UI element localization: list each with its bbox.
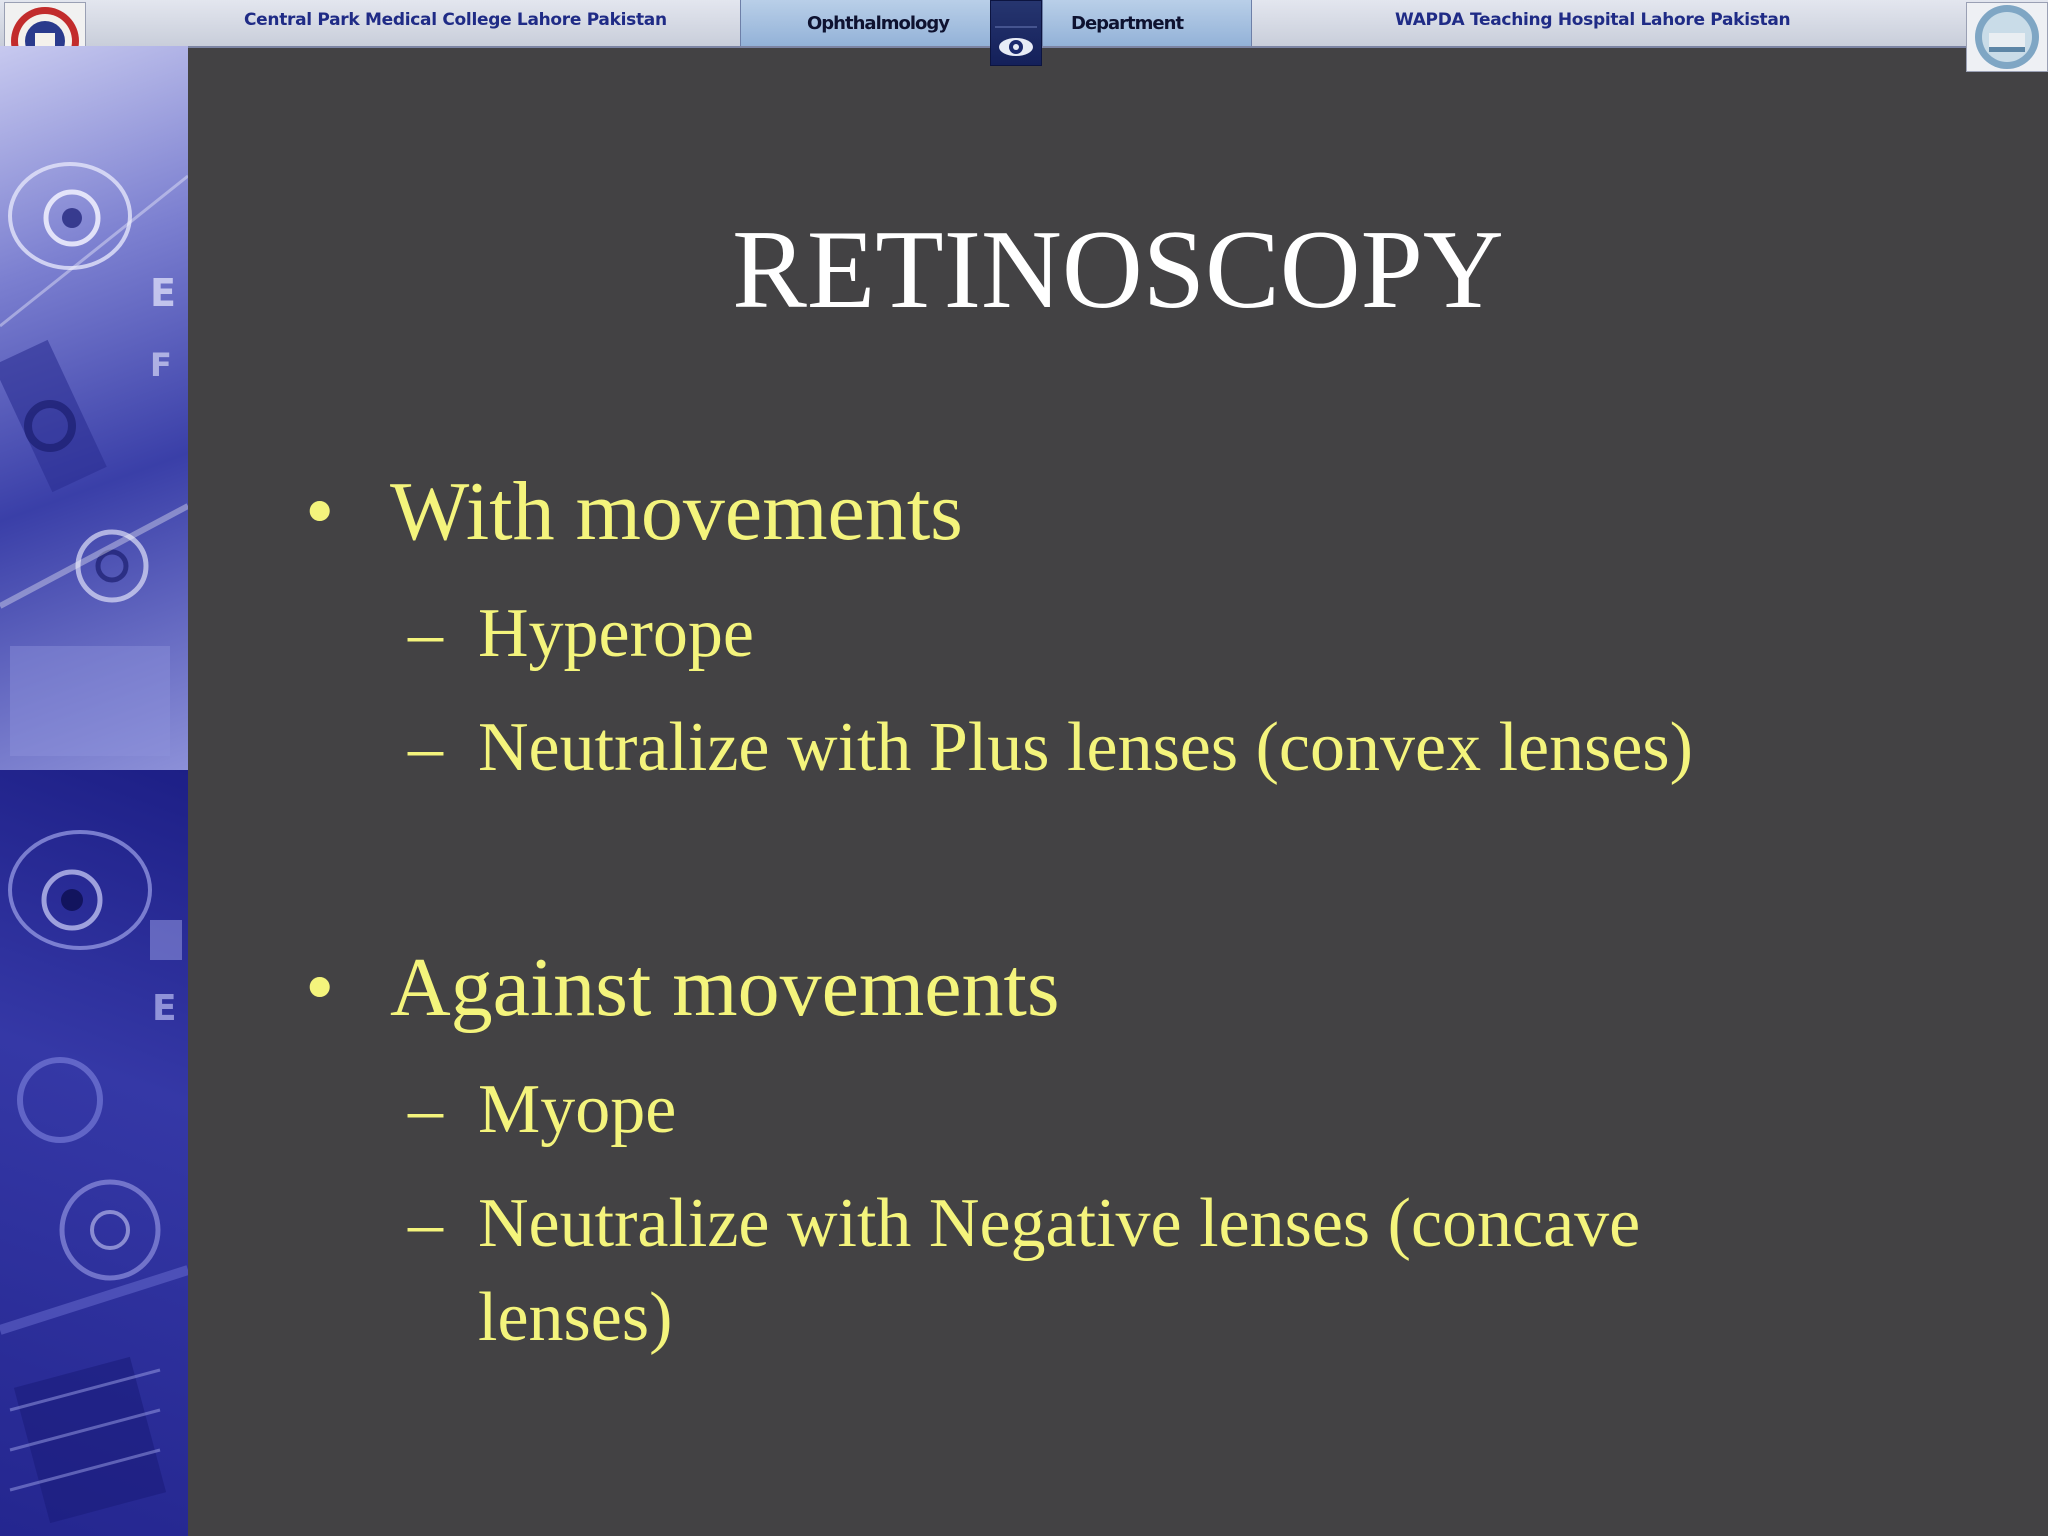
department-box-right [1042, 0, 1252, 46]
dash-marker: – [408, 709, 443, 786]
bullet-marker: • [305, 941, 335, 1034]
svg-text:F: F [150, 346, 172, 384]
decorative-sidebar [0, 46, 188, 1536]
svg-text:E: E [152, 988, 177, 1029]
department-label-left: Ophthalmology [807, 13, 950, 34]
dash-marker: – [408, 1185, 443, 1262]
dash-marker: – [408, 1071, 443, 1148]
slide-title: RETINOSCOPY [732, 208, 1504, 332]
college-name: Central Park Medical College Lahore Pakistan [244, 10, 667, 30]
sidebar-instrument-image [0, 770, 188, 1536]
department-box-left [740, 0, 992, 46]
bullet-marker: • [305, 465, 335, 558]
hospital-logo [1966, 2, 2048, 72]
eye-icon [990, 0, 1042, 66]
department-label-right: Department [1071, 13, 1184, 34]
sidebar-eye-image [0, 46, 188, 770]
svg-text:E: E [150, 271, 176, 315]
sub-bullet-negative-lenses-continuation: lenses) [478, 1279, 673, 1356]
sub-bullet-hyperope: Hyperope [478, 595, 755, 672]
sub-bullet-plus-lenses: Neutralize with Plus lenses (convex lenses) [478, 709, 1693, 786]
dash-marker: – [408, 595, 443, 672]
hospital-name: WAPDA Teaching Hospital Lahore Pakistan [1395, 10, 1791, 30]
bullet-against-movements: Against movements [390, 941, 1060, 1034]
sub-bullet-negative-lenses: Neutralize with Negative lenses (concave [478, 1185, 1641, 1262]
sub-bullet-myope: Myope [478, 1071, 677, 1148]
bullet-with-movements: With movements [390, 465, 963, 558]
